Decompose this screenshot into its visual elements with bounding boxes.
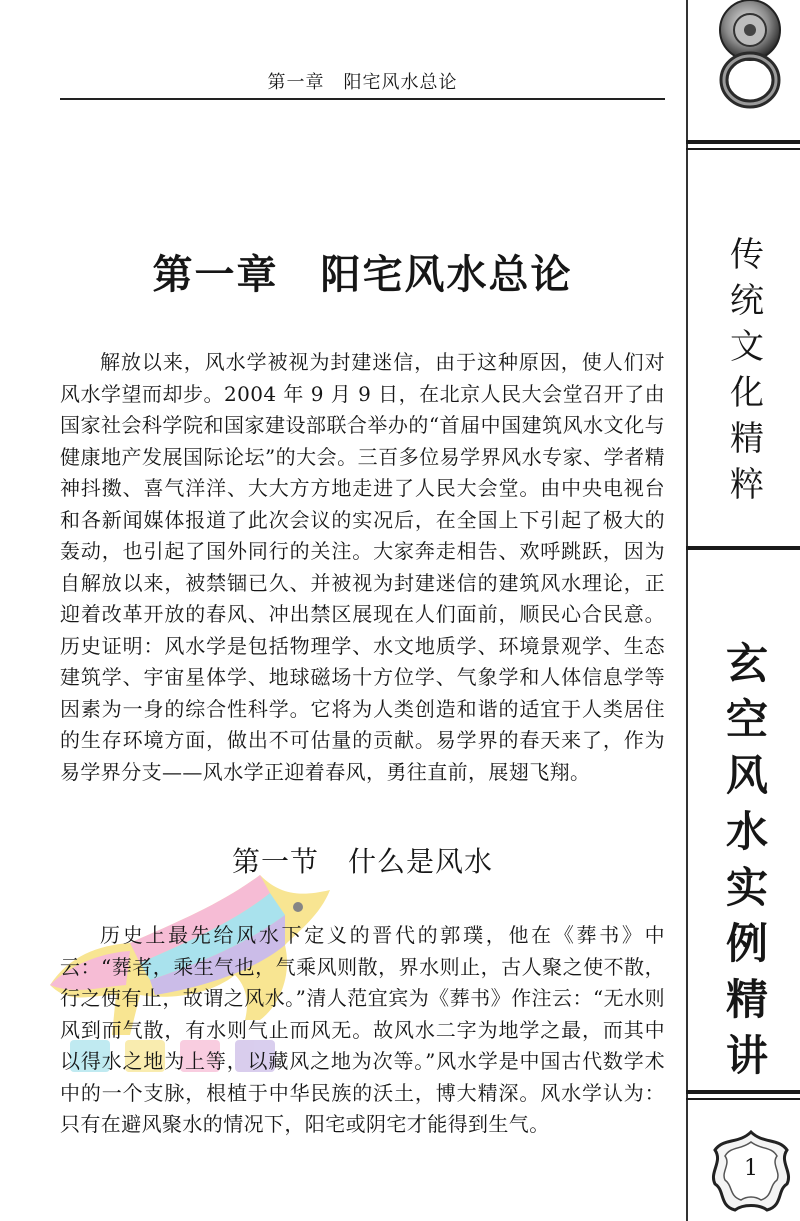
strip-rule-bottom <box>686 1090 800 1094</box>
intro-paragraph: 解放以来，风水学被视为封建迷信，由于这种原因，使人们对风水学望而却步。2004 年 9 月 9 日，在北京人民大会堂召开了由国家社会科学院和国家建设部联合举办的“首届中国建筑风水文化与健康地产发展国际论坛”的大会。三百多位易学界风水专家、学者精神抖擞、喜气洋洋、大大方方地走进了人民大会堂。由中央电视台和各新闻媒体报道了此次会议的实况后，在全国上下引起了极大的轰动，也引起了国外同行的关注。大家奔走相告、欢呼跳跃，因为自解放以来，被禁锢已久、并被视为封建迷信的建筑风水理论，正迎着改革开放的春风、冲出禁区展现在人们面前，顺民心合民意。历史证明：风水学是包括物理学、水文地质学、环境景观学、生态建筑学、宇宙星体学、地球磁场十方位学、气象学和人体信息学等因素为一身的综合性科学。它将为人类创造和谐的适宜于人类居住的生存环境方面，做出不可估量的贡献。易学界的春天来了，作为易学界分支——风水学正迎着春风，勇往直前，展翅飞翔。 <box>60 350 665 784</box>
side-strip-border <box>686 0 688 1221</box>
door-knocker-icon <box>700 0 800 115</box>
book-title: 玄 空 风 水 实 例 精 讲 <box>725 639 768 1080</box>
header-rule <box>60 98 665 100</box>
section-title: 第一节 什么是风水 <box>231 845 493 878</box>
strip-rule-top <box>686 140 800 144</box>
page-number: 1 <box>744 1156 758 1181</box>
strip-rule-top-thin <box>686 148 800 150</box>
series-title: 传 统 文 化 精 粹 <box>730 235 764 505</box>
definition-paragraph: 历史上最先给风水下定义的晋代的郭璞，他在《葬书》中云：“葬者，乘生气也，气乘风则散，界水则止，古人聚之使不散，行之使有止，故谓之风水。”清人范宜宾为《葬书》作注云：“无水则风到而气散，有水则气止而风无。故风水二字为地学之最，而其中以得水之地为上等，以藏风之地为次等。”风水学是中国古代数学术中的一个支脉，根植于中华民族的沃土，博大精深。风水学认为：只有在避风聚水的情况下，阳宅或阴宅才能得到生气。 <box>60 923 665 1136</box>
chapter-title: 第一章 阳宅风水总论 <box>152 251 573 298</box>
strip-rule-middle <box>686 546 800 550</box>
running-header: 第一章 阳宅风水总论 <box>267 72 458 93</box>
strip-rule-bottom-thin <box>686 1098 800 1100</box>
